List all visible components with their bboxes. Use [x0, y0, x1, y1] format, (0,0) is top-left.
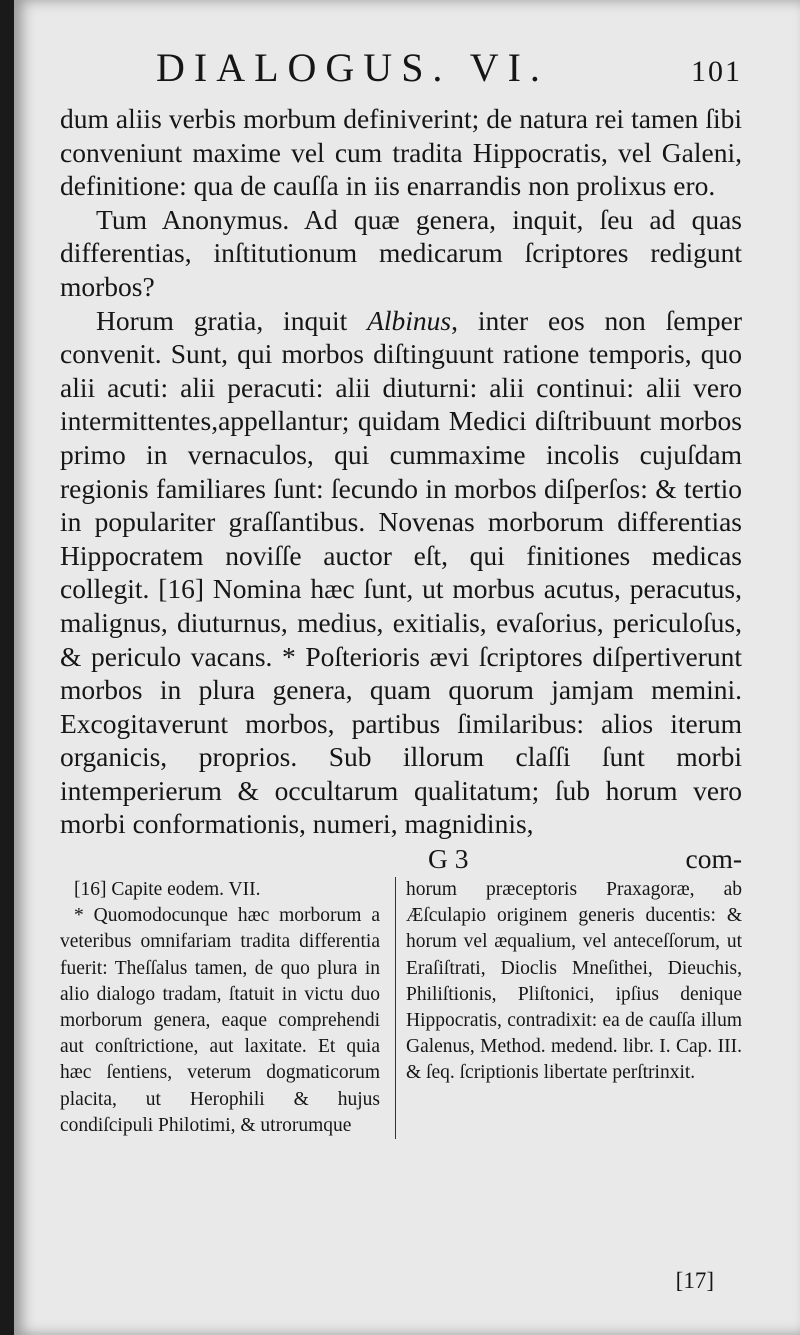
footnote-column-left — [60, 877, 380, 1139]
footer-catchword: [17] — [675, 1268, 714, 1293]
signature-mark: G 3 — [428, 843, 469, 875]
footnote-left-text: * Quomodocunque hæc morborum a veteribus omnifariam tradita differentia fuerit: Theſſalus tamen, de quo plura in alio dialogo tradam, ſtatuit in victu duo morborum genera, eaque comprehendi aut conſtrictione, aut laxitate. Et quia hæc ſentiens, veterum dogmaticorum placita, ut Herophili & hujus condiſcipuli Philotimi, & utrorumque — [60, 905, 380, 1136]
main-text — [60, 102, 742, 841]
footnote-column-right — [395, 877, 742, 1139]
page-header — [60, 44, 742, 102]
catchword: com- — [685, 843, 742, 875]
running-title: DIALOGUS. VI. — [156, 45, 549, 90]
paragraph-3 — [60, 304, 742, 842]
paragraph-3-text: , inter eos non ſemper convenit. Sunt, qui morbos diſtinguunt ratione temporis, quo alii acuti: alii peracuti: alii diuturni: alii continui: alii vero intermittentes,appellantur; quidam Medici diſtribuunt morbos primo in vernaculos, qui cummaxime incolis cujuſdam regionis familiares ſunt: ſecundo in morbos diſperſos: & tertio in populariter graſſantibus. Novenas morborum differentias Hippocratem noviſſe auctor eſt, qui finitiones medicas collegit. [16] Nomina hæc ſunt, ut morbus acutus, peracutus, malignus, diuturnus, medius, exitialis, evaſorius, periculoſus, & periculo vacans. * Poſterioris ævi ſcriptores diſpertiverunt morbos in plura genera, quam quorum jamjam memini. Excogitaverunt morbos, partibus ſimilaribus: alios iterum organicis, proprios. Sub illorum claſſi ſunt morbi intemperierum & occultarum qualitatum; ſub horum vero morbi conformationis, numeri, magnidinis, — [60, 304, 742, 840]
paragraph-1: dum aliis verbis morbum definiverint; de natura rei tamen ſibi conveniunt maxime vel cum tradita Hippocratis, vel Galeni, definitione: qua de cauſſa in iis enarrandis non prolixus ero. — [60, 103, 742, 202]
paragraph-3-lead: Horum gratia, inquit — [96, 304, 368, 336]
speaker-name: Albinus — [367, 304, 452, 336]
footnote-right-text: horum præceptoris Praxagoræ, ab Æſculapio originem generis ducentis: & horum vel æqualium, vel anteceſſorum, ut Eraſiſtrati, Dioclis Mneſithei, Dieuchis, Philiſtionis, Pliſtonici, ipſius denique Hippocratis, contradixit: ea de cauſſa illum Galenus, Method. medend. libr. I. Cap. III. & ſeq. ſcriptionis libertate perſtrinxit. — [406, 879, 742, 1084]
footnote-reference: [16] Capite eodem. VII. — [74, 879, 261, 901]
page-content — [60, 44, 742, 1139]
signature-line — [60, 841, 742, 877]
page-number: 101 — [691, 55, 742, 88]
paragraph-2: Tum Anonymus. Ad quæ genera, inquit, ſeu ad quas differentias, inſtitutionum medicarum ſcriptores redigunt morbos? — [60, 203, 742, 302]
footnotes — [60, 877, 742, 1139]
book-page — [14, 0, 800, 1335]
